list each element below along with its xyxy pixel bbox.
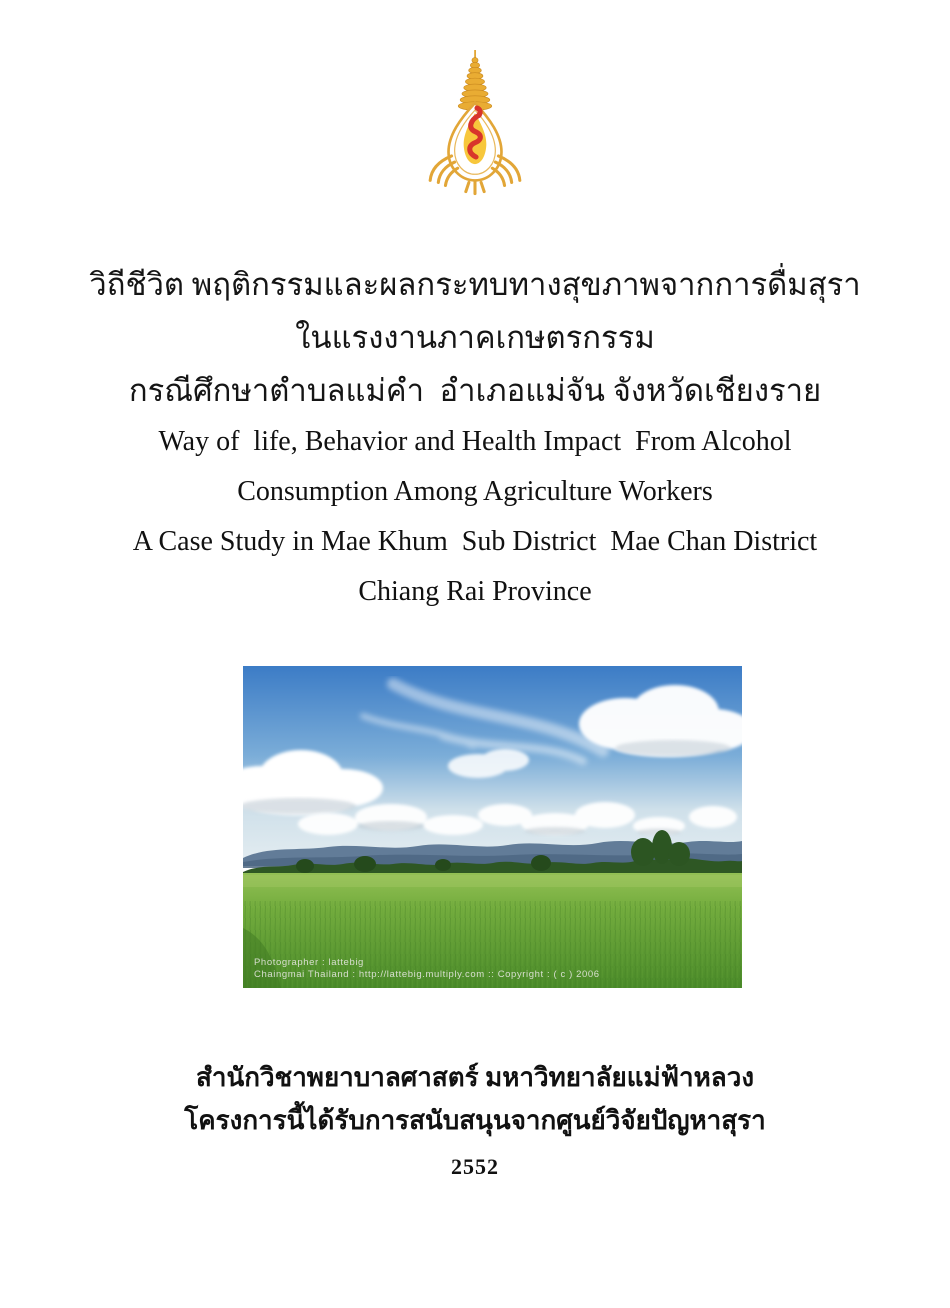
- cover-photo: [243, 666, 742, 988]
- thai-title-line-2: ในแรงงานภาคเกษตรกรรม: [295, 320, 655, 355]
- rice-field-photo-svg: [243, 666, 742, 988]
- thai-title-line-1: วิถีชีวิต พฤติกรรมและผลกระทบทางสุขภาพจากการดื่มสุรา: [89, 267, 861, 302]
- english-title-line-4: Chiang Rai Province: [358, 576, 592, 607]
- english-title-line-1: Way of life, Behavior and Health Impact From Alcohol: [158, 426, 792, 457]
- photo-watermark-line-1: Photographer : lattebig: [254, 957, 364, 968]
- title-block: [0, 258, 950, 617]
- english-title-line-3: A Case Study in Mae Khum Sub District Mae Chan District: [132, 526, 818, 557]
- university-emblem-icon: [421, 50, 529, 200]
- footer-block: [0, 1056, 950, 1180]
- footer-sponsor: โครงการนี้ได้รับการสนับสนุนจากศูนย์วิจัยปัญหาสุรา: [184, 1106, 766, 1135]
- english-title-line-2: Consumption Among Agriculture Workers: [237, 476, 713, 507]
- footer-year: 2552: [451, 1154, 499, 1179]
- photo-watermark-line-2: Chaingmai Thailand : http://lattebig.multiply.com :: Copyright : ( c ) 2006: [254, 969, 600, 980]
- thai-title-line-3: กรณีศึกษาตำบลแม่คำ อำเภอแม่จัน จังหวัดเชียงราย: [128, 373, 822, 408]
- footer-institution: สำนักวิชาพยาบาลศาสตร์ มหาวิทยาลัยแม่ฟ้าหลวง: [195, 1063, 755, 1092]
- emblem-svg: [421, 50, 529, 201]
